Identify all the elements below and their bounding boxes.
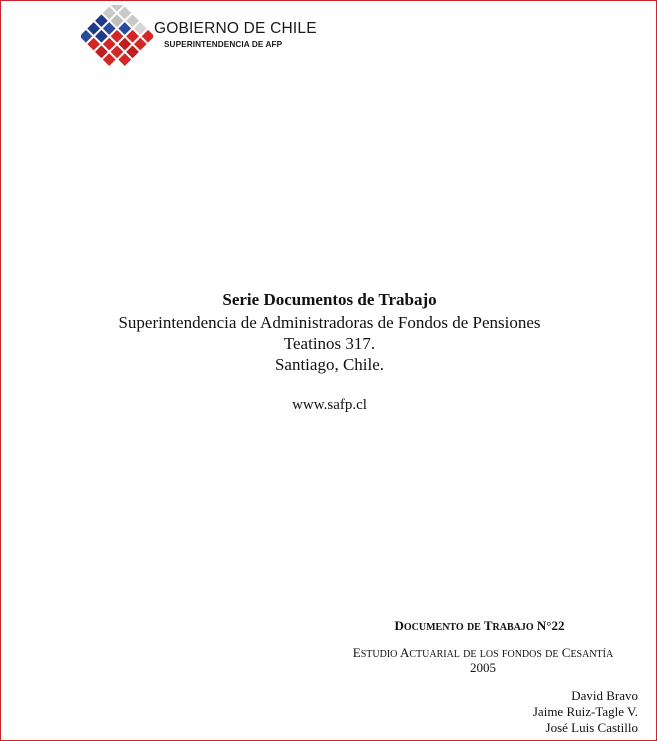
logo-title: GOBIERNO DE CHILE [154,20,317,37]
authors-list [533,688,638,736]
address: Teatinos 317. [283,334,376,353]
institution-name: Superintendencia de Administradoras de Fondos de Pensiones [118,313,541,332]
document-number [1,618,657,634]
series-title: Serie Documentos de Trabajo [222,290,437,309]
study-block [327,645,639,676]
government-logo [81,5,317,69]
study-title: ESTUDIO ACTUARIAL DE LOS FONDOS DE CESANTÍA [352,645,614,660]
website-link[interactable]: www.safp.cl [292,397,367,413]
author-name: David Bravo [571,688,638,703]
logo-subtitle: SUPERINTENDENCIA DE AFP [164,40,283,49]
chile-emblem-icon [81,5,153,69]
city: Santiago, Chile. [274,355,385,374]
author-name: Jaime Ruiz-Tagle V. [532,704,638,719]
study-year: 2005 [470,660,496,675]
document-number-label: DOCUMENTO DE TRABAJO N°22 [394,618,565,633]
author-name: José Luis Castillo [545,720,638,735]
